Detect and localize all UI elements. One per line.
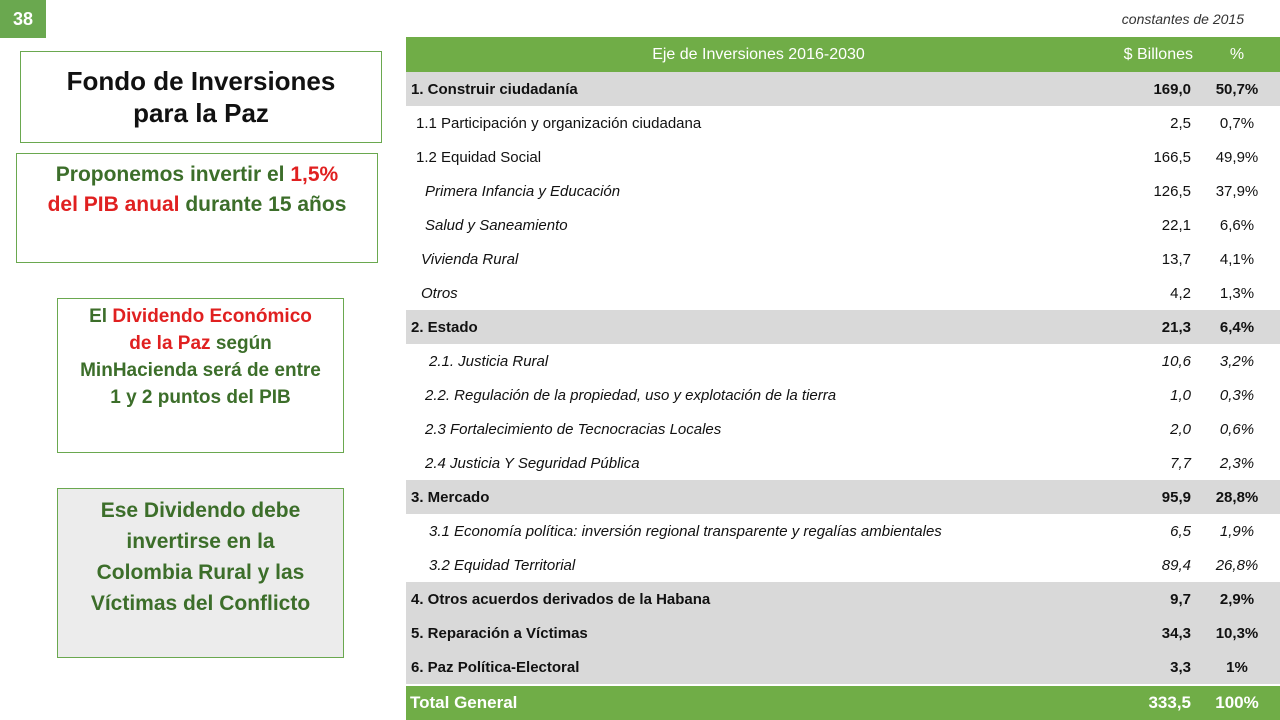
row-pct: 2,9% [1219,590,1255,608]
row-amount: 169,0 [1153,80,1191,98]
row-pct: 6,4% [1219,318,1255,336]
row-pct: 50,7% [1215,80,1259,98]
proposal-box [16,153,378,263]
row-amount: 13,7 [1161,250,1191,268]
investment-note-line-3: Colombia Rural y las [96,561,305,584]
row-amount: 2,0 [1170,420,1191,438]
row-amount: 10,6 [1161,352,1191,370]
row-label: 2.4 Justicia Y Seguridad Pública [425,454,640,472]
table-row [406,106,1280,140]
row-pct: 0,6% [1219,420,1255,438]
investment-note-line-4: Víctimas del Conflicto [90,592,311,615]
row-amount: 22,1 [1161,216,1191,234]
table-row [406,548,1280,582]
row-label: 3. Mercado [411,488,490,506]
header-pct: % [1229,45,1245,63]
row-amount: 126,5 [1153,182,1191,200]
title-box [20,51,382,143]
row-amount: 34,3 [1161,624,1191,642]
proposal-highlight-pib: del PIB anual [47,193,180,216]
row-pct: 1% [1226,658,1248,676]
table-row [406,72,1280,106]
row-label: 1. Construir ciudadanía [411,80,578,98]
row-label: 3.2 Equidad Territorial [429,556,576,574]
investment-table [406,37,1280,720]
row-label: Vivienda Rural [421,250,519,268]
table-row [406,174,1280,208]
row-label: Primera Infancia y Educación [425,182,621,200]
dividend-post: según MinHacienda será de entre 1 y 2 puntos del PIB [80,333,321,408]
row-amount: 95,9 [1161,488,1191,506]
total-label: Total General [410,693,518,712]
row-pct: 26,8% [1215,556,1259,574]
table-header [406,37,1280,72]
page-title [67,65,336,129]
total-pct: 100% [1215,693,1259,712]
table-row [406,650,1280,684]
row-pct: 2,3% [1219,454,1255,472]
row-label: 5. Reparación a Víctimas [411,624,588,642]
row-amount: 2,5 [1170,114,1191,132]
row-pct: 1,3% [1219,284,1255,302]
investment-note-text [91,495,310,619]
row-label: Salud y Saneamiento [425,216,568,234]
header-amount: $ Billones [1123,45,1193,63]
dividend-text [76,303,326,411]
row-pct: 49,9% [1215,148,1259,166]
row-amount: 4,2 [1170,284,1191,302]
row-pct: 10,3% [1215,624,1259,642]
row-amount: 21,3 [1161,318,1191,336]
row-label: 4. Otros acuerdos derivados de la Habana [411,590,711,608]
row-pct: 0,7% [1219,114,1255,132]
row-label: 2.2. Regulación de la propiedad, uso y explotación de la tierra [425,386,837,404]
title-line-2: para la Paz [133,98,269,128]
proposal-pre: Proponemos invertir el [55,163,291,186]
units-note: constantes de 2015 [1121,11,1244,27]
row-amount: 89,4 [1161,556,1191,574]
dividend-highlight-1: Dividendo Económico [112,306,312,327]
row-label: Otros [421,284,458,302]
row-pct: 28,8% [1215,488,1259,506]
table-row [406,208,1280,242]
row-pct: 1,9% [1219,522,1255,540]
dividend-highlight-2: de la Paz [129,333,211,354]
table-row [406,344,1280,378]
table-row [406,480,1280,514]
table-row [406,310,1280,344]
total-amount: 333,5 [1148,693,1191,712]
row-pct: 0,3% [1219,386,1255,404]
table-total-row [406,686,1280,720]
row-amount: 7,7 [1170,454,1191,472]
table-row [406,276,1280,310]
investment-note-line-2: invertirse en la [126,530,275,553]
dividend-box [57,298,344,453]
table-row [406,514,1280,548]
table-row [406,582,1280,616]
header-axis: Eje de Inversiones 2016-2030 [652,45,865,63]
row-pct: 3,2% [1219,352,1255,370]
investment-note-box [57,488,344,658]
row-amount: 1,0 [1170,386,1191,404]
proposal-post: durante 15 años [179,193,347,216]
table-row [406,242,1280,276]
row-label: 3.1 Economía política: inversión regional transparente y regalías ambientales [429,522,942,540]
row-pct: 37,9% [1215,182,1259,200]
investment-note-line-1: Ese Dividendo debe [100,499,301,522]
row-pct: 6,6% [1219,216,1255,234]
row-label: 2.3 Fortalecimiento de Tecnocracias Locales [425,420,722,438]
table-row [406,378,1280,412]
row-amount: 9,7 [1170,590,1191,608]
row-label: 2.1. Justicia Rural [429,352,549,370]
table-row [406,616,1280,650]
row-label: 6. Paz Política-Electoral [411,658,580,676]
proposal-highlight-pct: 1,5% [290,163,339,186]
row-pct: 4,1% [1219,250,1255,268]
row-label: 2. Estado [411,318,478,336]
proposal-text [48,160,347,220]
row-amount: 6,5 [1170,522,1191,540]
row-label: 1.1 Participación y organización ciudadana [416,114,702,132]
table-row [406,446,1280,480]
row-amount: 3,3 [1170,658,1191,676]
table-row [406,140,1280,174]
row-label: 1.2 Equidad Social [416,148,542,166]
slide-number: 38 [0,0,46,38]
row-amount: 166,5 [1153,148,1191,166]
table-row [406,412,1280,446]
dividend-pre: El [89,306,113,327]
title-line-1: Fondo de Inversiones [66,66,336,96]
